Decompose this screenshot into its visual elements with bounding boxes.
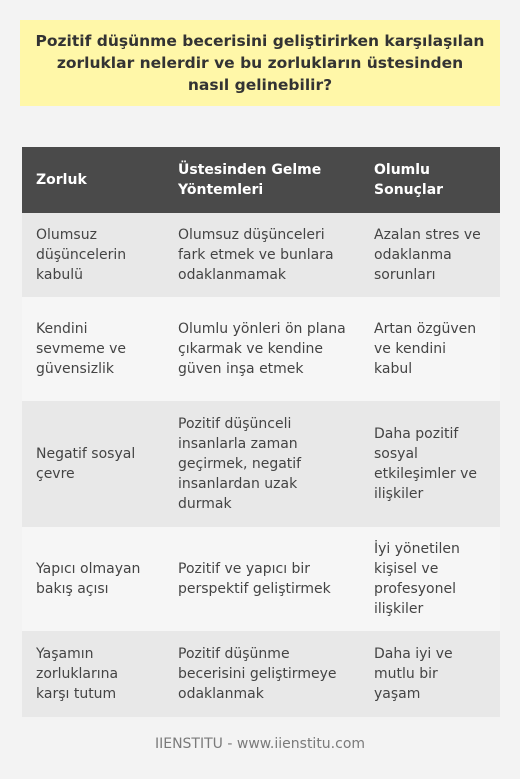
cell-outcome: Daha iyi ve mutlu bir yaşam bbox=[360, 631, 500, 717]
table-row bbox=[22, 631, 500, 717]
cell-method: Olumsuz düşünceleri fark etmek ve bunlara odaklanmamak bbox=[164, 213, 360, 297]
cell-method: Olumlu yönleri ön plana çıkarmak ve kendine güven inşa etmek bbox=[164, 297, 360, 401]
page-title-box bbox=[20, 20, 500, 106]
cell-challenge: Yaşamın zorluklarına karşı tutum bbox=[22, 631, 164, 717]
column-header-challenge: Zorluk bbox=[22, 147, 164, 213]
table-row bbox=[22, 401, 500, 527]
column-header-outcomes: Olumlu Sonuçlar bbox=[360, 147, 500, 213]
cell-challenge: Yapıcı olmayan bakış açısı bbox=[22, 527, 164, 631]
cell-challenge: Negatif sosyal çevre bbox=[22, 401, 164, 527]
cell-outcome: Artan özgüven ve kendini kabul bbox=[360, 297, 500, 401]
table-row bbox=[22, 297, 500, 401]
table-row bbox=[22, 527, 500, 631]
page-title: Pozitif düşünme becerisini geliştirirken karşılaşılan zorluklar nelerdir ve bu zorlukların üstesinden nasıl gelinebilir? bbox=[35, 32, 485, 94]
cell-outcome: Daha pozitif sosyal etkileşimler ve ilişkiler bbox=[360, 401, 500, 527]
footer-credit: IIENSTITU - www.iienstitu.com bbox=[154, 736, 366, 752]
table-header-row bbox=[22, 147, 500, 213]
cell-method: Pozitif ve yapıcı bir perspektif geliştirmek bbox=[164, 527, 360, 631]
table-row bbox=[22, 213, 500, 297]
cell-method: Pozitif düşünceli insanlarla zaman geçirmek, negatif insanlardan uzak durmak bbox=[164, 401, 360, 527]
cell-method: Pozitif düşünme becerisini geliştirmeye odaklanmak bbox=[164, 631, 360, 717]
challenges-table bbox=[22, 147, 500, 717]
cell-challenge: Olumsuz düşüncelerin kabulü bbox=[22, 213, 164, 297]
column-header-methods: Üstesinden Gelme Yöntemleri bbox=[164, 147, 360, 213]
cell-challenge: Kendini sevmeme ve güvensizlik bbox=[22, 297, 164, 401]
cell-outcome: Azalan stres ve odaklanma sorunları bbox=[360, 213, 500, 297]
cell-outcome: İyi yönetilen kişisel ve profesyonel ilişkiler bbox=[360, 527, 500, 631]
